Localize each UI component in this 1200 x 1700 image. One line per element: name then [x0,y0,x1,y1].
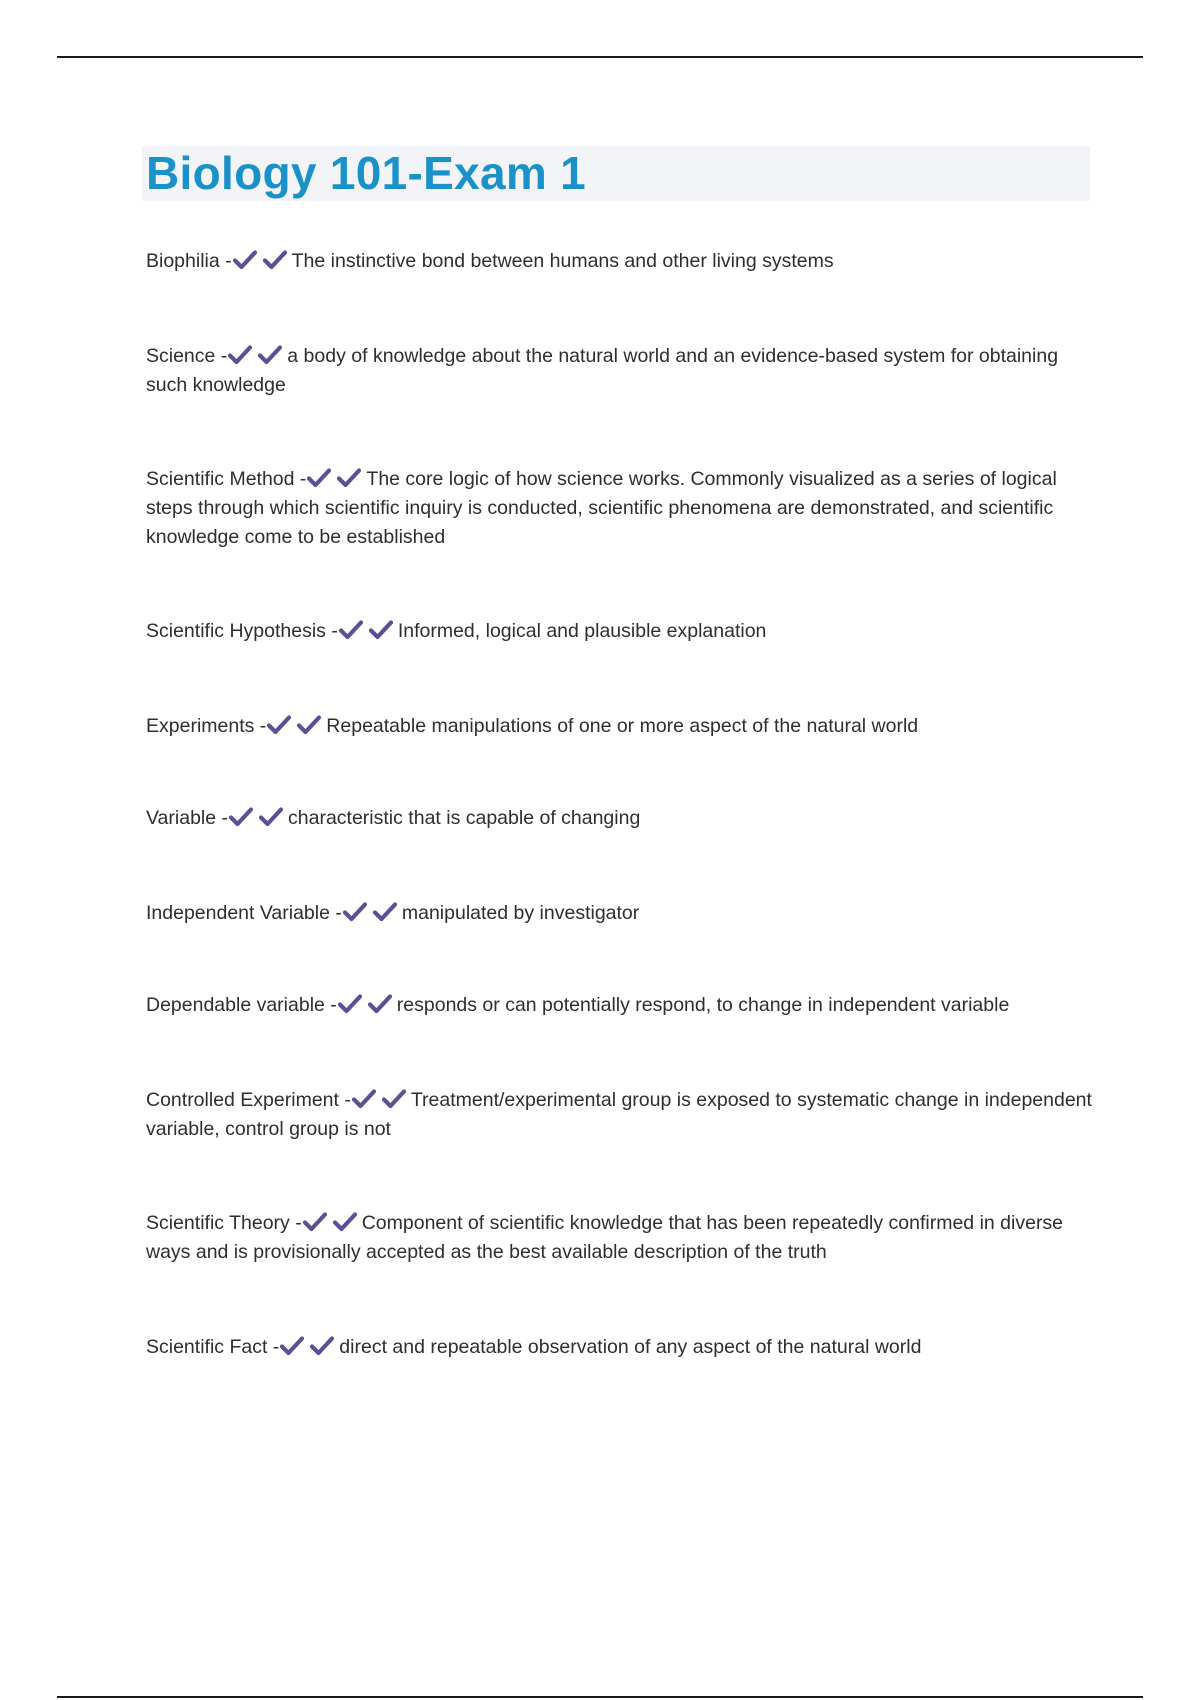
flashcard-entry [146,899,1096,928]
entry-term: Scientific Hypothesis - [146,620,338,642]
entry-term: Science - [146,345,228,367]
entry-definition: manipulated by investigator [401,902,640,924]
check-icon [342,901,368,923]
flashcard-entry [146,1209,1096,1267]
check-icon [332,1211,358,1233]
entry-term: Scientific Theory - [146,1212,302,1234]
flashcard-entry [146,991,1096,1020]
entry-definition: responds or can potentially respond, to change in independent variable [396,994,1010,1016]
check-icon [257,344,283,366]
entry-term: Biophilia - [146,250,232,272]
check-icon [351,1088,377,1110]
entry-definition: direct and repeatable observation of any aspect of the natural world [339,1336,922,1358]
flashcard-entry [146,617,1096,646]
check-icon [279,1335,305,1357]
check-icon [266,714,292,736]
entry-definition: The core logic of how science works. Commonly visualized as a series of logical steps through which scientific inquiry is conducted, scientific phenomena are demonstrated, and scientific knowledge come to be established [146,468,1057,548]
entry-term: Scientific Fact - [146,1336,280,1358]
flashcard-entry [146,465,1096,552]
entry-term: Independent Variable - [146,902,342,924]
check-icon [302,1211,328,1233]
entry-definition: Component of scientific knowledge that has been repeatedly confirmed in diverse ways and is provisionally accepted as the best available description of the truth [146,1212,1064,1263]
flashcard-entry [146,342,1096,400]
entry-definition: characteristic that is capable of changing [288,807,641,829]
check-icon [381,1088,407,1110]
entry-definition: Repeatable manipulations of one or more aspect of the natural world [326,715,919,737]
check-icon [227,344,253,366]
entry-definition: Treatment/experimental group is exposed to systematic change in independent variable, control group is not [146,1089,1092,1140]
check-icon [337,993,363,1015]
check-icon [336,467,362,489]
bottom-rule [57,1696,1143,1698]
flashcard-entry [146,712,1096,741]
check-icon [232,249,258,271]
page-title: Biology 101-Exam 1 [146,147,587,199]
check-icon [228,806,254,828]
flashcard-entry [146,1086,1096,1144]
flashcard-entry [146,804,1096,833]
flashcard-entry [146,247,1096,276]
entry-term: Controlled Experiment - [146,1089,351,1111]
check-icon [258,806,284,828]
flashcard-entry [146,1333,1096,1362]
entry-term: Experiments - [146,715,267,737]
check-icon [338,619,364,641]
check-icon [296,714,322,736]
entry-term: Variable - [146,807,229,829]
entry-term: Dependable variable - [146,994,337,1016]
entry-definition: The instinctive bond between humans and other living systems [291,250,834,272]
check-icon [372,901,398,923]
check-icon [309,1335,335,1357]
check-icon [262,249,288,271]
check-icon [368,619,394,641]
entry-definition: Informed, logical and plausible explanation [397,620,767,642]
entry-term: Scientific Method - [146,468,307,490]
entry-definition: a body of knowledge about the natural world and an evidence-based system for obtaining such knowledge [146,345,1059,396]
check-icon [306,467,332,489]
top-rule [57,56,1143,58]
check-icon [367,993,393,1015]
